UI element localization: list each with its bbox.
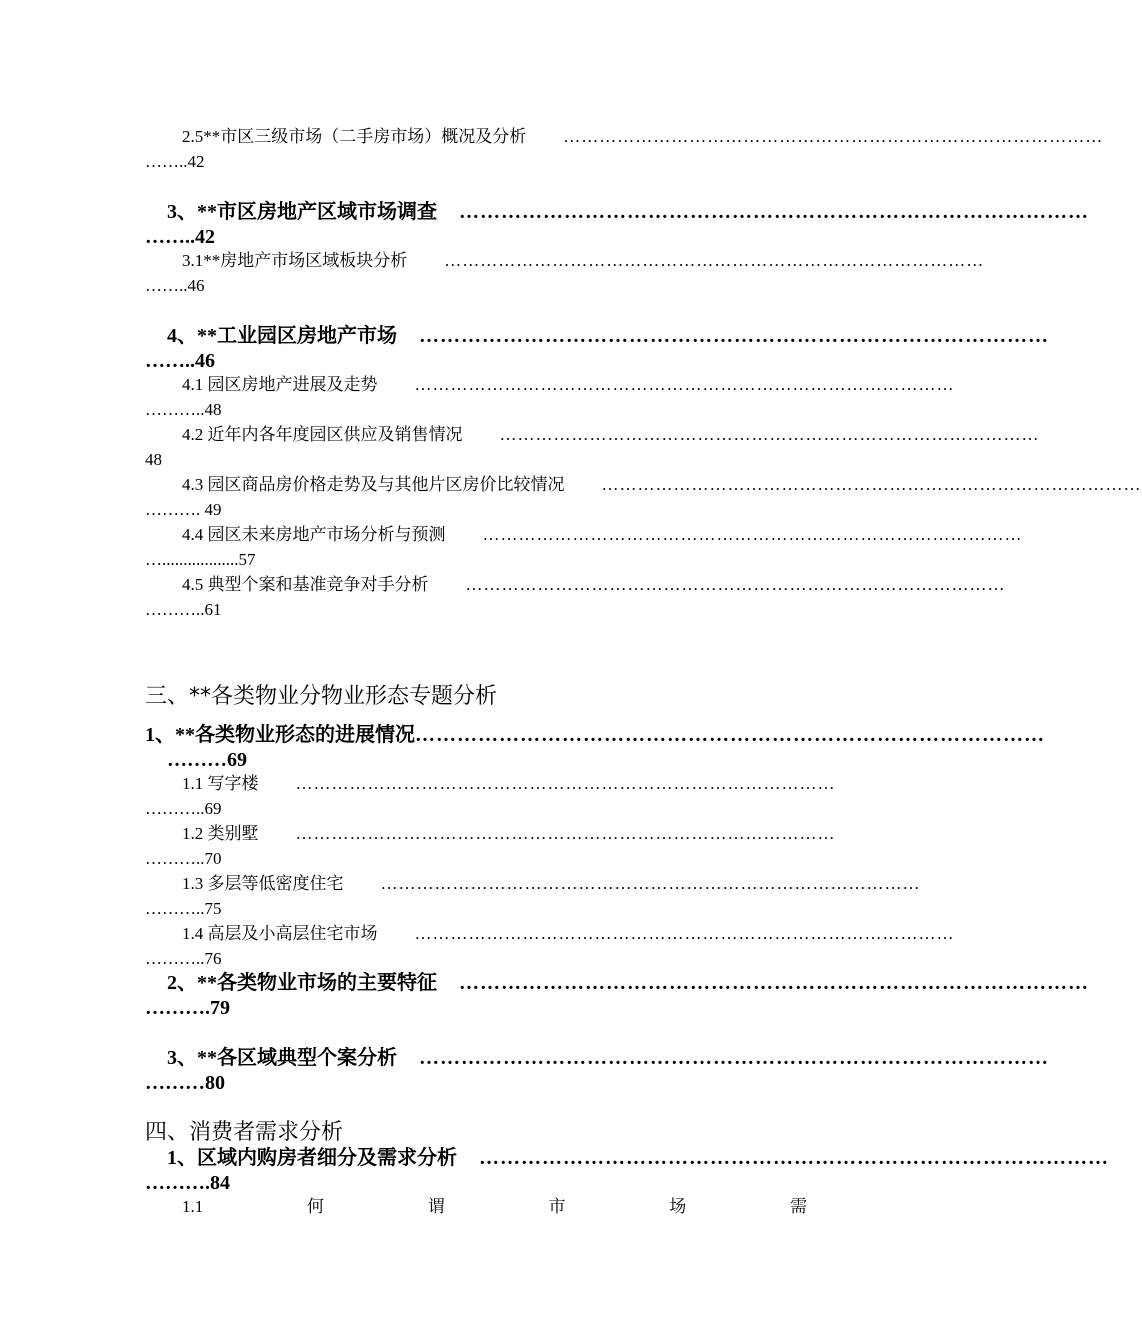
toc-entry-page: ………..76	[145, 949, 222, 968]
toc-word: 市	[548, 1197, 566, 1216]
leader-dots: ………………………………………………………………………………	[419, 1047, 1049, 1069]
toc-entry-title: 1.4 高层及小高层住宅市场	[182, 924, 378, 943]
toc-heading-page: ……….79	[145, 997, 230, 1019]
leader-dots: ………………………………………………………………………………	[499, 425, 1040, 444]
toc-heading-title: 1、区域内购房者细分及需求分析	[167, 1147, 457, 1169]
toc-entry-title: 4.4 园区未来房地产市场分析与预测	[182, 525, 446, 544]
toc-entry-1-4[interactable]	[145, 924, 955, 943]
toc-entry-title: 4.5 典型个案和基准竞争对手分析	[182, 575, 429, 594]
leader-dots: ………………………………………………………………………………	[380, 874, 921, 893]
toc-heading-title: 3、**市区房地产区域市场调查	[167, 201, 437, 223]
toc-heading-title: 4、**工业园区房地产市场	[167, 325, 397, 347]
leader-dots: ………………………………………………………………………………	[414, 924, 955, 943]
toc-entry-page: …..................57	[145, 550, 256, 569]
toc-heading-title: 2、**各类物业市场的主要特征	[167, 972, 437, 994]
toc-word: 谓	[427, 1197, 445, 1216]
toc-entry-3-1[interactable]	[145, 251, 985, 270]
toc-entry-1-1b[interactable]	[145, 1198, 807, 1215]
toc-heading-page: ………80	[145, 1072, 225, 1094]
toc-entry-title: 3.1**房地产市场区域板块分析	[182, 251, 408, 270]
toc-chapter-3[interactable]: 三、**各类物业分物业形态专题分析	[145, 684, 498, 709]
leader-dots: ………………………………………………………………………………	[479, 1147, 1109, 1169]
toc-heading-page: ……….84	[145, 1172, 230, 1194]
toc-entry-4-4[interactable]	[145, 525, 1023, 544]
toc-entry-title: 2.5**市区三级市场（二手房市场）概况及分析	[182, 127, 527, 146]
toc-entry-1-3[interactable]	[145, 874, 921, 893]
toc-entry-4-2[interactable]	[145, 425, 1040, 444]
toc-entry-4-1[interactable]	[145, 375, 955, 394]
toc-entry-1-2[interactable]	[145, 824, 836, 843]
toc-entry-page: ……..42	[145, 152, 205, 171]
toc-entry-page: ……..46	[145, 276, 205, 295]
toc-entry-title: 4.1 园区房地产进展及走势	[182, 375, 378, 394]
toc-entry-title: 4.2 近年内各年度园区供应及销售情况	[182, 425, 463, 444]
toc-heading-3b[interactable]	[145, 1047, 1049, 1069]
toc-word: 场	[669, 1197, 687, 1216]
toc-heading-1b[interactable]	[145, 1147, 1109, 1169]
toc-word: 需	[790, 1197, 807, 1216]
leader-dots: ………………………………………………………………………………	[444, 251, 985, 270]
leader-dots: ………………………………………………………………………………	[482, 525, 1023, 544]
toc-word: 何	[307, 1197, 324, 1216]
toc-heading-page: ………69	[167, 749, 247, 771]
toc-heading-title: 3、**各区域典型个案分析	[167, 1047, 397, 1069]
toc-entry-4-3[interactable]	[145, 475, 1142, 494]
toc-entry-page: ………..61	[145, 600, 222, 619]
toc-entry-page: ………..75	[145, 899, 222, 918]
toc-heading-1[interactable]	[145, 724, 1045, 746]
toc-heading-title: 1、**各类物业形态的进展情况	[145, 724, 415, 746]
leader-dots: ………………………………………………………………………………	[459, 972, 1089, 994]
toc-entry-title: 1.1 写字楼	[182, 774, 259, 793]
leader-dots: ………………………………………………………………………………	[415, 724, 1045, 746]
toc-heading-page: ……..42	[145, 226, 215, 248]
toc-entry-page: 48	[145, 450, 162, 469]
leader-dots: ………………………………………………………………………………	[414, 375, 955, 394]
toc-heading-page: ……..46	[145, 350, 215, 372]
toc-heading-2[interactable]	[145, 972, 1089, 994]
leader-dots: ………………………………………………………………………………	[563, 127, 1104, 146]
leader-dots: ………………………………………………………………………………	[601, 475, 1142, 494]
toc-entry-1-1[interactable]	[145, 774, 836, 793]
leader-dots: ………………………………………………………………………………	[465, 575, 1006, 594]
toc-heading-4[interactable]	[145, 325, 1049, 347]
toc-entry-title: 4.3 园区商品房价格走势及与其他片区房价比较情况	[182, 475, 565, 494]
toc-entry-page: ………..48	[145, 400, 222, 419]
toc-entry-page: ………..70	[145, 849, 222, 868]
leader-dots: ………………………………………………………………………………	[459, 201, 1089, 223]
toc-entry-title: 1.3 多层等低密度住宅	[182, 874, 344, 893]
toc-chapter-4[interactable]: 四、消费者需求分析	[145, 1120, 344, 1145]
toc-entry-2-5[interactable]	[145, 127, 1104, 146]
toc-entry-page: ………. 49	[145, 500, 222, 519]
toc-word: 1.1	[182, 1197, 204, 1216]
leader-dots: ………………………………………………………………………………	[419, 325, 1049, 347]
toc-entry-title: 1.2 类别墅	[182, 824, 259, 843]
toc-heading-3[interactable]	[145, 201, 1089, 223]
leader-dots: ………………………………………………………………………………	[295, 774, 836, 793]
toc-entry-4-5[interactable]	[145, 575, 1006, 594]
toc-entry-page: ………..69	[145, 799, 222, 818]
leader-dots: ………………………………………………………………………………	[295, 824, 836, 843]
